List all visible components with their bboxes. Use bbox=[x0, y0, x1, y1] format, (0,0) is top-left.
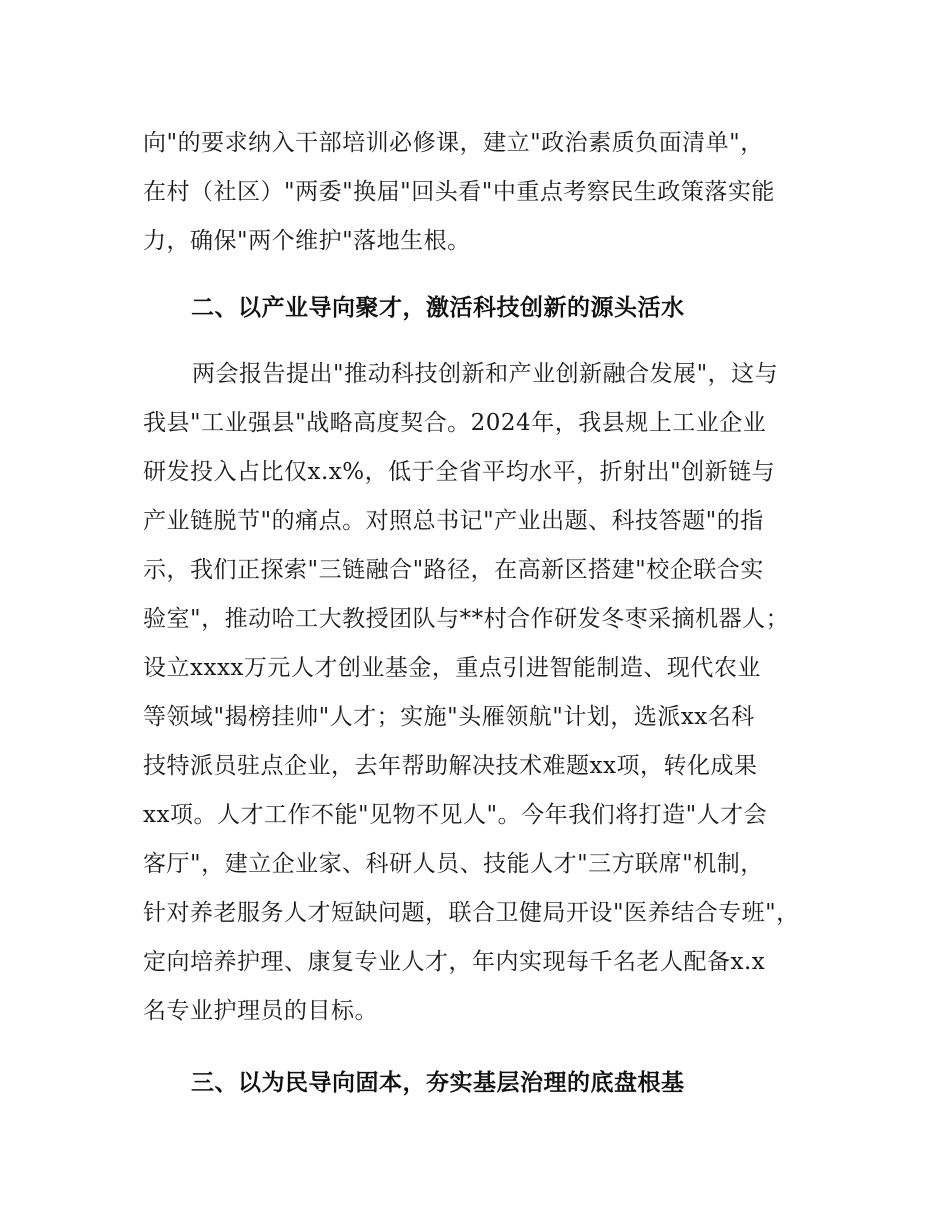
paragraph-line: 针对养老服务人才短缺问题，联合卫健局开设"医养结合专班"， bbox=[143, 900, 800, 926]
paragraph-line: 研发投入占比仅x.x%，低于全省平均水平，折射出"创新链与 bbox=[143, 459, 776, 485]
paragraph-line: 产业链脱节"的痛点。对照总书记"产业出题、科技答题"的指 bbox=[143, 508, 764, 534]
section-heading-3: 三、以为民导向固本，夯实基层治理的底盘根基 bbox=[191, 1070, 685, 1096]
paragraph-line: 向"的要求纳入干部培训必修课，建立"政治素质负面清单"， bbox=[143, 130, 764, 156]
paragraph-line: 在村（社区）"两委"换届"回头看"中重点考察民生政策落实能 bbox=[143, 179, 775, 205]
paragraph-line: 设立xxxx万元人才创业基金，重点引进智能制造、现代农业 bbox=[143, 655, 761, 681]
section-heading-2: 二、以产业导向聚才，激活科技创新的源头活水 bbox=[191, 295, 685, 321]
paragraph-line: 验室"，推动哈工大教授团队与**村合作研发冬枣采摘机器人； bbox=[143, 606, 790, 632]
paragraph-line: 我县"工业强县"战略高度契合。2024年，我县规上工业企业 bbox=[143, 410, 767, 436]
paragraph-line: 名专业护理员的目标。 bbox=[143, 998, 378, 1024]
paragraph-line: 定向培养护理、康复专业人才，年内实现每千名老人配备x.x bbox=[143, 949, 766, 975]
paragraph-line: 技特派员驻点企业，去年帮助解决技术难题xx项，转化成果 bbox=[143, 753, 758, 779]
paragraph-line: xx项。人才工作不能"见物不见人"。今年我们将打造"人才会 bbox=[143, 802, 768, 828]
paragraph-line: 两会报告提出"推动科技创新和产业创新融合发展"，这与 bbox=[192, 361, 779, 387]
paragraph-line: 等领域"揭榜挂帅"人才；实施"头雁领航"计划，选派xx名科 bbox=[143, 704, 755, 730]
paragraph-line: 客厅"，建立企业家、科研人员、技能人才"三方联席"机制， bbox=[143, 851, 764, 877]
paragraph-line: 力，确保"两个维护"落地生根。 bbox=[143, 228, 471, 254]
paragraph-line: 示，我们正探索"三链融合"路径，在高新区搭建"校企联合实 bbox=[143, 557, 764, 583]
